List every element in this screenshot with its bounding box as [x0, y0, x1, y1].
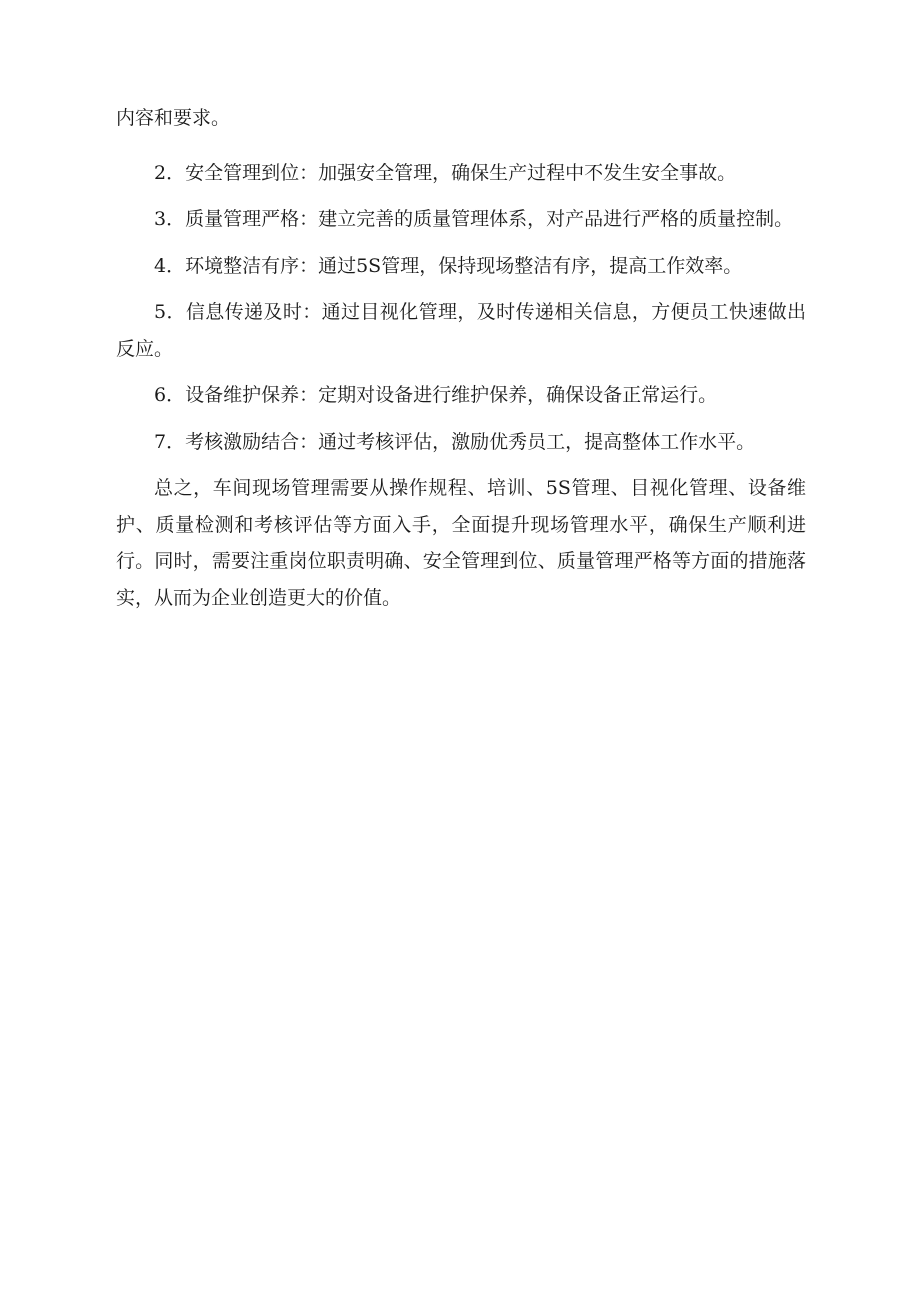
list-item-2: 2．安全管理到位：加强安全管理，确保生产过程中不发生安全事故。 [154, 161, 737, 184]
list-item-7: 7．考核激励结合：通过考核评估，激励优秀员工，提高整体工作水平。 [154, 430, 756, 453]
list-item-4: 4．环境整洁有序：通过5S管理，保持现场整洁有序，提高工作效率。 [154, 254, 743, 277]
list-item-6: 6．设备维护保养：定期对设备进行维护保养，确保设备正常运行。 [154, 384, 718, 406]
summary-paragraph: 总之，车间现场管理需要从操作规程、培训、5S管理、目视化管理、设备维护、质量检测和考核评估等方面入手，全面提升现场管理水平，确保生产顺利进行。同时，需要注重岗位职责明确、安全管理到位、质量管理严格等方面的措施落实，从而为企业创造更大的价值。 [116, 477, 806, 609]
document-body [116, 100, 806, 616]
list-item-3: 3．质量管理严格：建立完善的质量管理体系，对产品进行严格的质量控制。 [154, 208, 794, 230]
list-item-5: 5．信息传递及时：通过目视化管理，及时传递相关信息，方便员工快速做出反应。 [116, 301, 806, 360]
paragraph-continuation: 内容和要求。 [116, 107, 231, 129]
